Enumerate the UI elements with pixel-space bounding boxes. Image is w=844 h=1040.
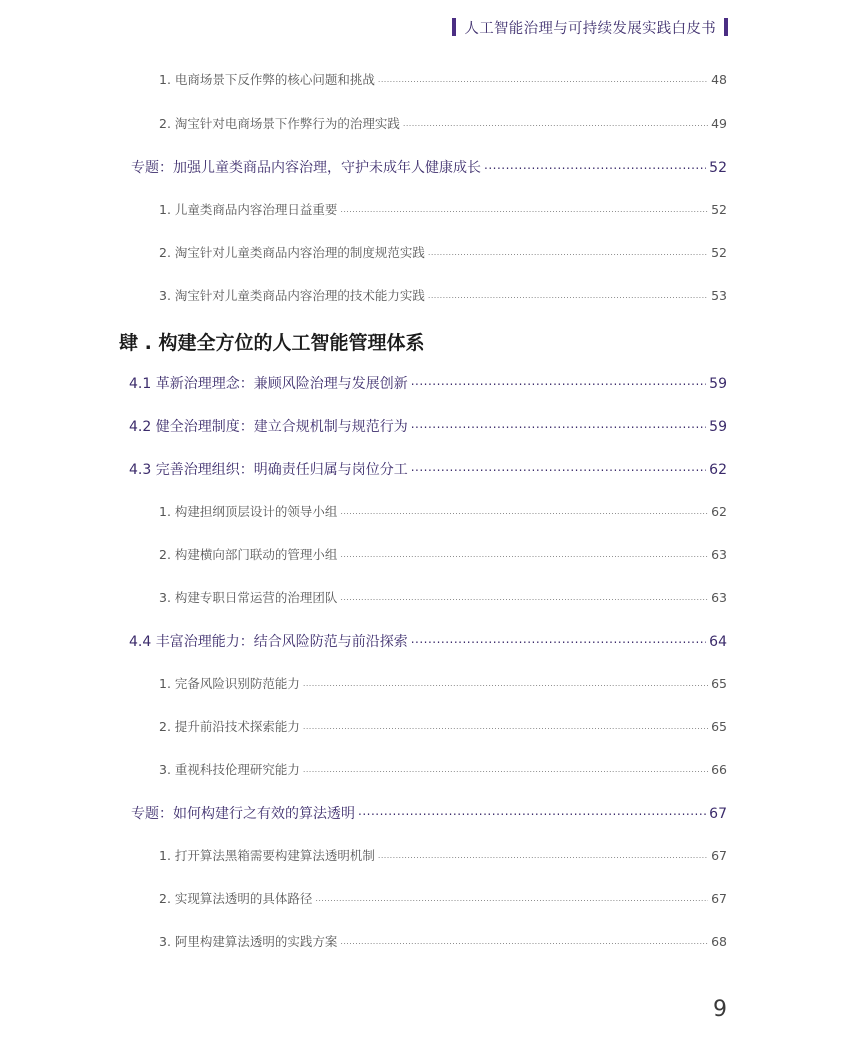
toc-entry[interactable] — [159, 70, 727, 88]
toc-entry[interactable] — [159, 932, 727, 950]
toc-entry-page: 48 — [711, 72, 727, 87]
toc-entry-label: 3. 重视科技伦理研究能力 — [159, 762, 300, 777]
header-left-bar — [452, 18, 456, 36]
toc-entry[interactable] — [159, 588, 727, 606]
dot-leader — [303, 719, 708, 732]
toc-entry-page: 52 — [711, 202, 727, 217]
toc-entry-page: 65 — [711, 676, 727, 691]
toc-entry-label: 1. 构建担纲顶层设计的领导小组 — [159, 504, 338, 519]
toc-section[interactable] — [129, 416, 727, 436]
running-header — [452, 16, 728, 38]
toc-topic[interactable] — [131, 803, 727, 823]
toc-entry-label: 2. 构建横向部门联动的管理小组 — [159, 547, 338, 562]
toc-entry[interactable] — [159, 717, 727, 735]
toc-section-page: 62 — [709, 462, 727, 478]
dot-leader — [411, 417, 706, 431]
toc-entry-page: 67 — [711, 891, 727, 906]
toc-section[interactable] — [129, 373, 727, 393]
toc-entry[interactable] — [159, 114, 727, 132]
toc-topic[interactable] — [131, 157, 727, 177]
toc-topic-page: 52 — [709, 160, 727, 176]
dot-leader — [340, 547, 708, 560]
toc-section[interactable] — [129, 631, 727, 651]
toc-entry-page: 65 — [711, 719, 727, 734]
toc-entry-label: 2. 提升前沿技术探索能力 — [159, 719, 300, 734]
dot-leader — [403, 116, 708, 129]
toc-section-label: 4.3 完善治理组织：明确责任归属与岗位分工 — [129, 462, 408, 478]
toc-entry[interactable] — [159, 889, 727, 907]
toc-entry[interactable] — [159, 286, 727, 304]
toc-entry[interactable] — [159, 200, 727, 218]
dot-leader — [411, 374, 706, 388]
dot-leader — [315, 891, 708, 904]
dot-leader — [411, 460, 706, 474]
dot-leader — [340, 504, 708, 517]
dot-leader — [340, 934, 708, 947]
toc-entry-label: 1. 电商场景下反作弊的核心问题和挑战 — [159, 72, 375, 87]
toc-entry[interactable] — [159, 545, 727, 563]
toc-entry-page: 63 — [711, 547, 727, 562]
toc-entry-label: 2. 淘宝针对儿童类商品内容治理的制度规范实践 — [159, 245, 425, 260]
toc-topic-label: 专题：加强儿童类商品内容治理，守护未成年人健康成长 — [131, 160, 481, 176]
toc-entry-label: 3. 阿里构建算法透明的实践方案 — [159, 934, 338, 949]
toc-entry-label: 3. 构建专职日常运营的治理团队 — [159, 590, 338, 605]
toc-entry-label: 1. 完备风险识别防范能力 — [159, 676, 300, 691]
toc-entry[interactable] — [159, 243, 727, 261]
toc-section-label: 4.4 丰富治理能力：结合风险防范与前沿探索 — [129, 634, 408, 650]
toc-section-page: 59 — [709, 376, 727, 392]
page-number: 9 — [713, 997, 727, 1022]
dot-leader — [411, 632, 706, 646]
dot-leader — [484, 158, 706, 172]
dot-leader — [378, 72, 708, 85]
toc-entry-page: 68 — [711, 934, 727, 949]
toc-section-page: 59 — [709, 419, 727, 435]
toc-entry-page: 66 — [711, 762, 727, 777]
dot-leader — [378, 848, 708, 861]
header-title: 人工智能治理与可持续发展实践白皮书 — [464, 20, 716, 37]
dot-leader — [340, 202, 708, 215]
chapter-title: 肆 . 构建全方位的人工智能管理体系 — [119, 332, 425, 354]
toc-section-page: 64 — [709, 634, 727, 650]
toc-entry-page: 49 — [711, 116, 727, 131]
dot-leader — [303, 676, 708, 689]
toc-topic-page: 67 — [709, 806, 727, 822]
toc-entry[interactable] — [159, 760, 727, 778]
dot-leader — [340, 590, 708, 603]
dot-leader — [303, 762, 708, 775]
toc-entry-label: 3. 淘宝针对儿童类商品内容治理的技术能力实践 — [159, 288, 425, 303]
dot-leader — [428, 245, 708, 258]
header-right-bar — [724, 18, 728, 36]
dot-leader — [358, 804, 706, 818]
toc-entry-label: 2. 淘宝针对电商场景下作弊行为的治理实践 — [159, 116, 400, 131]
toc-section[interactable] — [129, 459, 727, 479]
toc-section-label: 4.2 健全治理制度：建立合规机制与规范行为 — [129, 419, 408, 435]
toc-entry-page: 62 — [711, 504, 727, 519]
dot-leader — [428, 288, 708, 301]
toc-entry-label: 1. 打开算法黑箱需要构建算法透明机制 — [159, 848, 375, 863]
toc-section-label: 4.1 革新治理理念：兼顾风险治理与发展创新 — [129, 376, 408, 392]
toc-entry[interactable] — [159, 674, 727, 692]
toc-entry-page: 53 — [711, 288, 727, 303]
toc-topic-label: 专题：如何构建行之有效的算法透明 — [131, 806, 355, 822]
toc-entry-page: 63 — [711, 590, 727, 605]
toc-entry-label: 2. 实现算法透明的具体路径 — [159, 891, 313, 906]
toc-entry[interactable] — [159, 846, 727, 864]
toc-entry-page: 67 — [711, 848, 727, 863]
toc-entry-page: 52 — [711, 245, 727, 260]
toc-entry[interactable] — [159, 502, 727, 520]
toc-entry-label: 1. 儿童类商品内容治理日益重要 — [159, 202, 338, 217]
